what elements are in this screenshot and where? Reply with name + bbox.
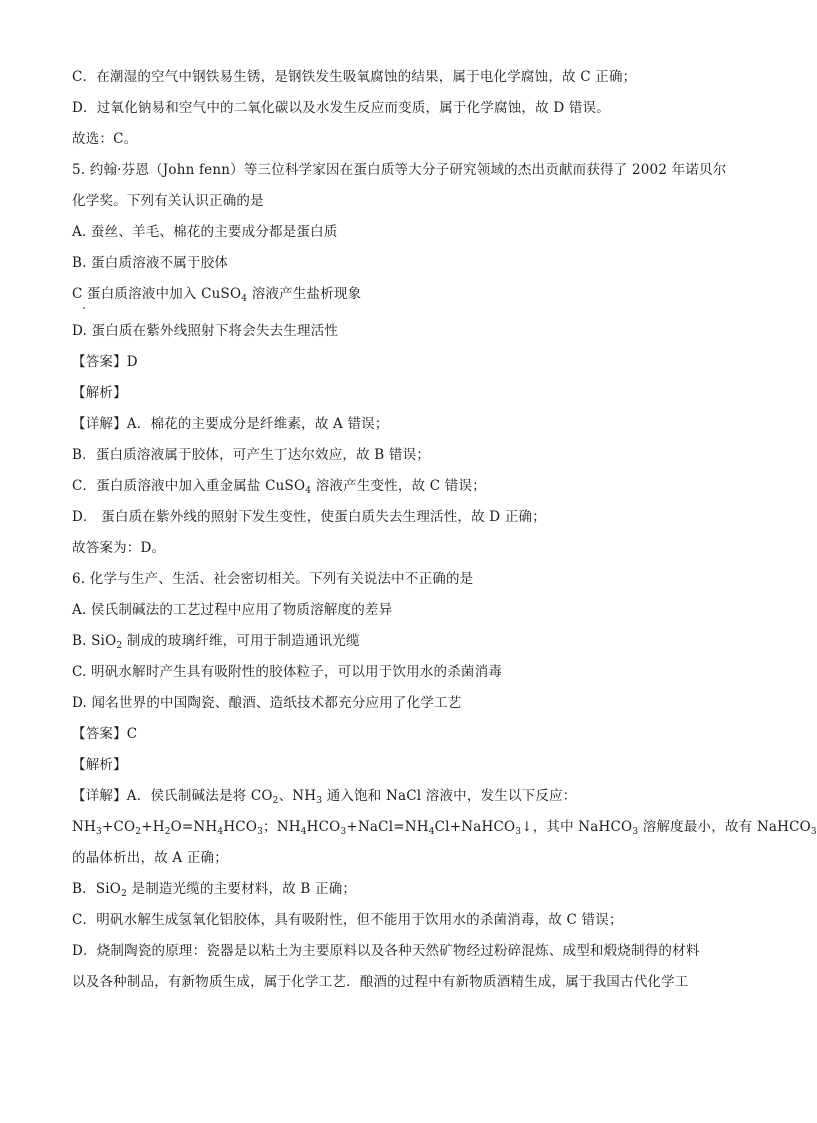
text-run: NH: [72, 819, 96, 835]
q5-option-b: B. 蛋白质溶液不属于胶体: [72, 255, 229, 271]
q5-detail-c-text: C．蛋白质溶液中加入重金属盐 CuSO: [72, 478, 306, 494]
subscript: 4: [241, 294, 248, 304]
q5-conclusion: 故答案为：D。: [72, 540, 166, 556]
text-run: O=NH: [170, 819, 218, 835]
text-run: +H: [141, 819, 165, 835]
subscript: 3: [96, 827, 102, 837]
q4-option-d-explanation: D．过氧化钠易和空气中的二氧化碳以及水发生反应而变质，属于化学腐蚀，故 D 错误。: [72, 100, 610, 116]
text-run: 【详解】A．侯氏制碱法是将 CO: [72, 788, 273, 804]
text-run: 是制造光缆的主要材料，故 B 正确；: [127, 881, 357, 897]
q6-analysis-heading: 【解析】: [72, 757, 127, 773]
subscript: 2: [164, 827, 171, 837]
q6-option-b-text-end: 制成的玻璃纤维，可用于制造通讯光缆: [122, 633, 360, 649]
subscript: 2: [121, 889, 127, 899]
q6-answer: 【答案】C: [72, 726, 138, 742]
q6-crystal-line: 的晶体析出，故 A 正确；: [72, 850, 228, 866]
q6-stem: 6. 化学与生产、生活、社会密切相关。下列有关说法中不正确的是: [72, 571, 474, 587]
subscript: 4: [305, 486, 312, 496]
document-page: [72, 62, 817, 998]
subscript: 3: [257, 827, 264, 837]
q5-stem-line-1: 5. 约翰·芬恩（John fenn）等三位科学家因在蛋白质等大分子研究领域的杰出贡献而获得了 2002 年诺贝尔: [72, 162, 727, 178]
subscript: 4: [300, 827, 307, 837]
subscript: 3: [810, 827, 817, 837]
q5-detail-c-text-end: 溶液产生变性，故 C 错误；: [311, 478, 486, 494]
q5-answer: 【答案】D: [72, 354, 138, 370]
q5-detail-a: 【详解】A．棉花的主要成分是纤维素，故 A 错误；: [72, 416, 389, 432]
q6-detail-d-line-2: 以及各种制品，有新物质生成，属于化学工艺．酿酒的过程中有新物质酒精生成，属于我国古代化学工: [72, 974, 689, 990]
subscript: 3: [316, 796, 323, 806]
stray-dot-mark: [83, 307, 85, 309]
subscript: 4: [428, 827, 435, 837]
q4-option-c-explanation: C．在潮湿的空气中钢铁易生锈，是钢铁发生吸氧腐蚀的结果，属于电化学腐蚀，故 C 正确；: [72, 69, 637, 85]
text-run: B．SiO: [72, 881, 122, 897]
text-run: +CO: [101, 819, 136, 835]
q6-detail-d-line-1: D．烧制陶瓷的原理：瓷器是以粘土为主要原料以及各种天然矿物经过粉碎混炼、成型和煅烧制得的材料: [72, 943, 700, 959]
q6-option-a: A. 侯氏制碱法的工艺过程中应用了物质溶解度的差异: [72, 602, 393, 618]
q6-option-d: D. 闻名世界的中国陶瓷、酿酒、造纸技术都充分应用了化学工艺: [72, 695, 462, 711]
q6-option-c: C. 明矾水解时产生具有吸附性的胶体粒子，可以用于饮用水的杀菌消毒: [72, 664, 503, 680]
q5-option-c-text: C 蛋白质溶液中加入 CuSO: [72, 286, 242, 302]
text-run: HCO: [306, 819, 341, 835]
q5-option-d: D. 蛋白质在紫外线照射下将会失去生理活性: [72, 323, 339, 339]
text-run: 通入饱和 NaCl 溶液中，发生以下反应：: [322, 788, 577, 804]
q5-option-c: [72, 279, 732, 310]
q6-detail-c: C．明矾水解生成氢氧化铝胶体，具有吸附性，但不能用于饮用水的杀菌消毒，故 C 错误；: [72, 912, 623, 928]
q5-analysis-heading: 【解析】: [72, 385, 127, 401]
text-run: HCO: [223, 819, 258, 835]
text-run: 、NH: [278, 788, 317, 804]
text-run: +NaCl=NH: [346, 819, 429, 835]
text-run: Cl+NaHCO: [434, 819, 516, 835]
q5-detail-c: [72, 471, 732, 502]
text-run: ；NH: [263, 819, 301, 835]
q6-detail-b: [72, 874, 732, 905]
subscript: 2: [135, 827, 142, 837]
q5-detail-b: B．蛋白质溶液属于胶体，可产生丁达尔效应，故 B 错误；: [72, 447, 431, 463]
q5-option-a: A. 蚕丝、羊毛、棉花的主要成分都是蛋白质: [72, 224, 338, 240]
q6-equation-line: [72, 812, 817, 843]
q6-option-b: [72, 626, 732, 657]
subscript: 2: [272, 796, 279, 806]
q5-option-c-text-end: 溶液产生盐析现象: [247, 286, 362, 302]
subscript: 3: [515, 827, 522, 837]
q6-detail-a-line-1: [72, 781, 732, 812]
q5-detail-d: D． 蛋白质在紫外线的照射下发生变性，使蛋白质失去生理活性，故 D 正确；: [72, 509, 546, 525]
subscript: 3: [340, 827, 347, 837]
text-run: ↓，其中 NaHCO: [521, 819, 633, 835]
q6-option-b-text: B. SiO: [72, 633, 117, 649]
q4-choice: 故选：C。: [72, 131, 138, 147]
subscript: 4: [217, 827, 224, 837]
text-run: 溶解度最小，故有 NaHCO: [638, 819, 811, 835]
subscript: 2: [116, 641, 123, 651]
q5-stem-line-2: 化学奖。下列有关认识正确的是: [72, 193, 264, 209]
subscript: 3: [632, 827, 639, 837]
